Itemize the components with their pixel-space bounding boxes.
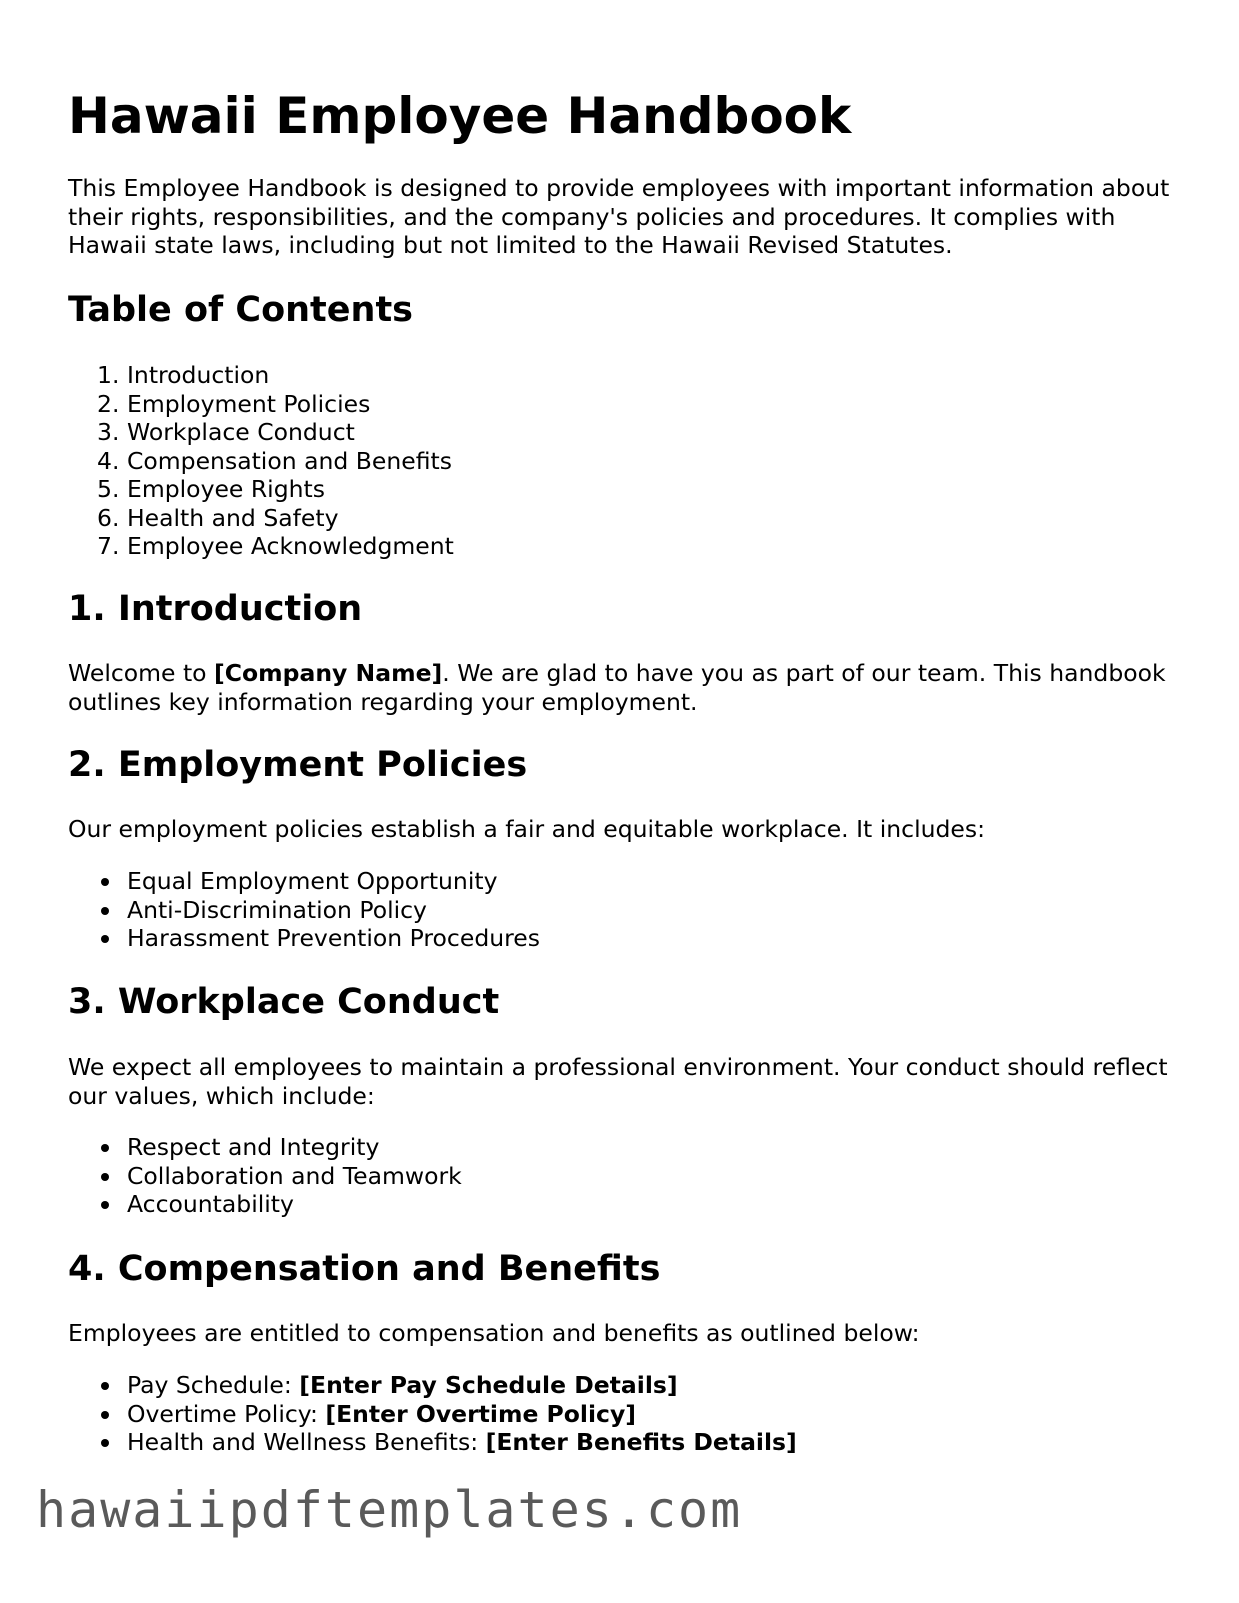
toc-heading: Table of Contents <box>68 290 414 330</box>
list-item: Pay Schedule: [Enter Pay Schedule Details] <box>68 1371 797 1400</box>
section-introduction-heading: 1. Introduction <box>68 589 363 629</box>
compensation-list <box>68 1371 797 1457</box>
bullet-icon <box>101 1173 109 1181</box>
section-workplace-conduct-text: We expect all employees to maintain a professional environment. Your conduct should reflect our values, which include: <box>68 1053 1168 1110</box>
bullet-icon <box>101 935 109 943</box>
employment-policies-list <box>68 867 540 953</box>
benefits-details-placeholder: [Enter Benefits Details] <box>485 1428 797 1456</box>
bullet-icon <box>101 1411 109 1419</box>
list-item: Respect and Integrity <box>68 1133 462 1162</box>
section-employment-policies-text: Our employment policies establish a fair and equitable workplace. It includes: <box>68 815 986 843</box>
section-introduction-text: Welcome to [Company Name]. We are glad to have you as part of our team. This handbook outlines key information regarding your employment. <box>68 659 1166 716</box>
list-item: Accountability <box>68 1190 462 1219</box>
toc-item: 6. Health and Safety <box>97 503 339 532</box>
bullet-icon <box>101 878 109 886</box>
toc-item: 4. Compensation and Benefits <box>97 446 452 475</box>
bullet-icon <box>101 1382 109 1390</box>
intro-paragraph: This Employee Handbook is designed to provide employees with important information about their rights, responsibilities, and the company's policies and procedures. It complies with Hawaii state laws, including but not limited to the Hawaii Revised Statutes. <box>68 174 1170 259</box>
section-compensation-heading: 4. Compensation and Benefits <box>68 1249 661 1289</box>
toc-item: 5. Employee Rights <box>97 475 325 503</box>
overtime-policy-placeholder: [Enter Overtime Policy] <box>325 1399 637 1428</box>
workplace-conduct-list <box>68 1133 462 1219</box>
toc-item: 2. Employment Policies <box>97 389 371 418</box>
list-item: Harassment Prevention Procedures <box>68 924 540 953</box>
list-item: Collaboration and Teamwork <box>68 1162 462 1191</box>
section-employment-policies-heading: 2. Employment Policies <box>68 745 528 785</box>
toc-item: 3. Workplace Conduct <box>97 418 355 446</box>
list-item: Health and Wellness Benefits: [Enter Benefits Details] <box>68 1428 797 1457</box>
bullet-icon <box>101 907 109 915</box>
watermark: hawaiipdftemplates.com <box>36 1481 743 1539</box>
list-item: Overtime Policy: [Enter Overtime Policy] <box>68 1400 797 1429</box>
bullet-icon <box>101 1201 109 1209</box>
page-title: Hawaii Employee Handbook <box>68 87 852 145</box>
toc-list <box>68 361 454 561</box>
list-item: Anti-Discrimination Policy <box>68 896 540 925</box>
toc-item: 1. Introduction <box>97 361 270 389</box>
section-workplace-conduct-heading: 3. Workplace Conduct <box>68 982 500 1022</box>
company-name-placeholder: [Company Name] <box>214 659 443 687</box>
pay-schedule-placeholder: [Enter Pay Schedule Details] <box>299 1371 678 1399</box>
list-item: Equal Employment Opportunity <box>68 867 540 896</box>
bullet-icon <box>101 1144 109 1152</box>
section-compensation-text: Employees are entitled to compensation and benefits as outlined below: <box>68 1319 920 1347</box>
toc-item: 7. Employee Acknowledgment <box>97 532 454 560</box>
bullet-icon <box>101 1439 109 1447</box>
